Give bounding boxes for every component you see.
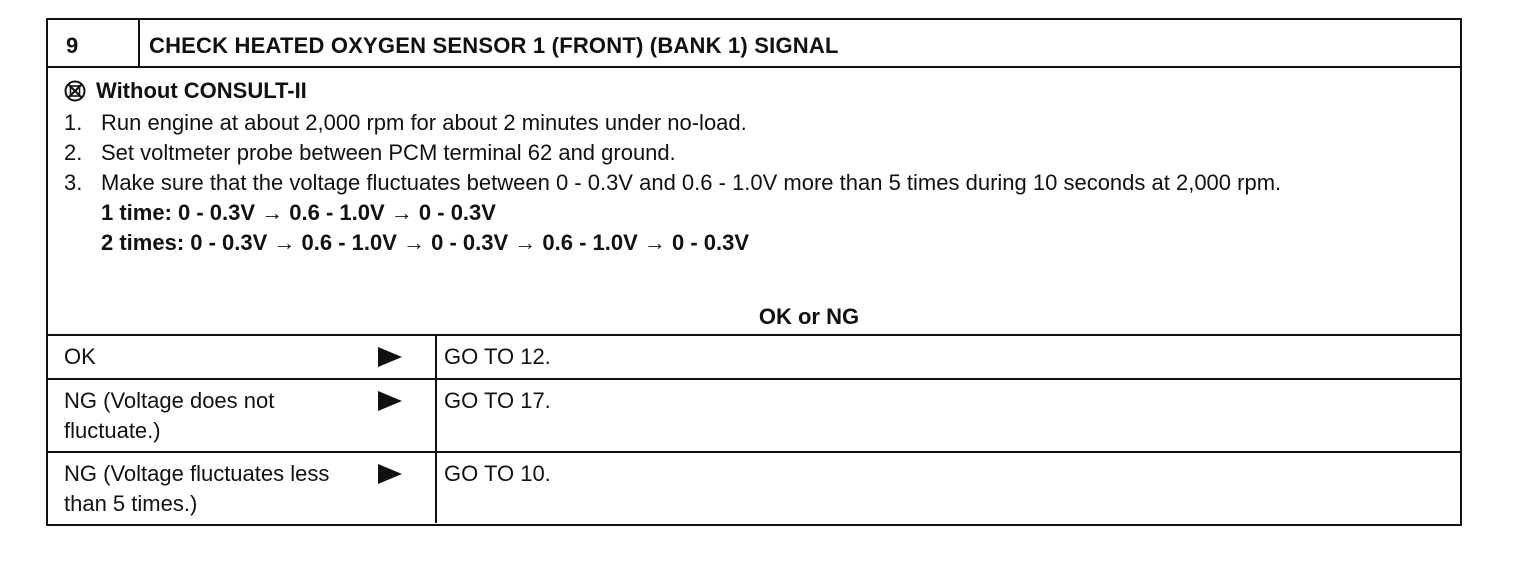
procedure-body [48, 68, 1460, 336]
result-heading: OK or NG [758, 304, 860, 329]
arrow-right-icon [378, 347, 402, 367]
list-item [64, 108, 1444, 138]
step-text: Run engine at about 2,000 rpm for about 2 minutes under no-load. [101, 110, 747, 135]
result-row [48, 380, 1460, 453]
result-action: GO TO 17. [444, 388, 551, 413]
result-action: GO TO 12. [444, 344, 551, 369]
step-index: 2. [64, 140, 83, 165]
step-number: 9 [48, 20, 140, 66]
result-condition: NG (Voltage does not fluctuate.) [64, 388, 275, 443]
step-index: 3. [64, 170, 83, 195]
step-index: 1. [64, 110, 83, 135]
arrow-right-icon [378, 464, 402, 484]
voltage-sequence: 2 times: 0 - 0.3V → 0.6 - 1.0V → 0 - 0.3V → 0.6 - 1.0V → 0 - 0.3V [101, 230, 750, 255]
step-title: CHECK HEATED OXYGEN SENSOR 1 (FRONT) (BANK 1) SIGNAL [149, 33, 839, 58]
step-list [64, 108, 1444, 258]
arrow-right-icon [378, 391, 402, 411]
result-condition: NG (Voltage fluctuates less than 5 times.) [64, 461, 330, 516]
step-text: Make sure that the voltage fluctuates between 0 - 0.3V and 0.6 - 1.0V more than 5 times during 10 seconds at 2,000 rpm. [101, 170, 1282, 195]
procedure-table [46, 18, 1462, 526]
list-item [64, 138, 1444, 168]
mode-label: Without CONSULT-II [96, 78, 307, 103]
result-action: GO TO 10. [444, 461, 551, 486]
column-divider [435, 453, 437, 523]
result-condition: OK [64, 344, 96, 369]
voltage-sequence: 1 time: 0 - 0.3V → 0.6 - 1.0V → 0 - 0.3V [101, 200, 496, 225]
result-row [48, 453, 1460, 523]
column-divider [435, 336, 437, 378]
step-text: Set voltmeter probe between PCM terminal 62 and ground. [101, 140, 676, 165]
consult-crossed-icon [64, 80, 86, 102]
column-divider [435, 380, 437, 451]
list-item [64, 168, 1444, 198]
result-row [48, 336, 1460, 380]
mode-label-row [64, 78, 307, 104]
step-header [48, 20, 1460, 68]
